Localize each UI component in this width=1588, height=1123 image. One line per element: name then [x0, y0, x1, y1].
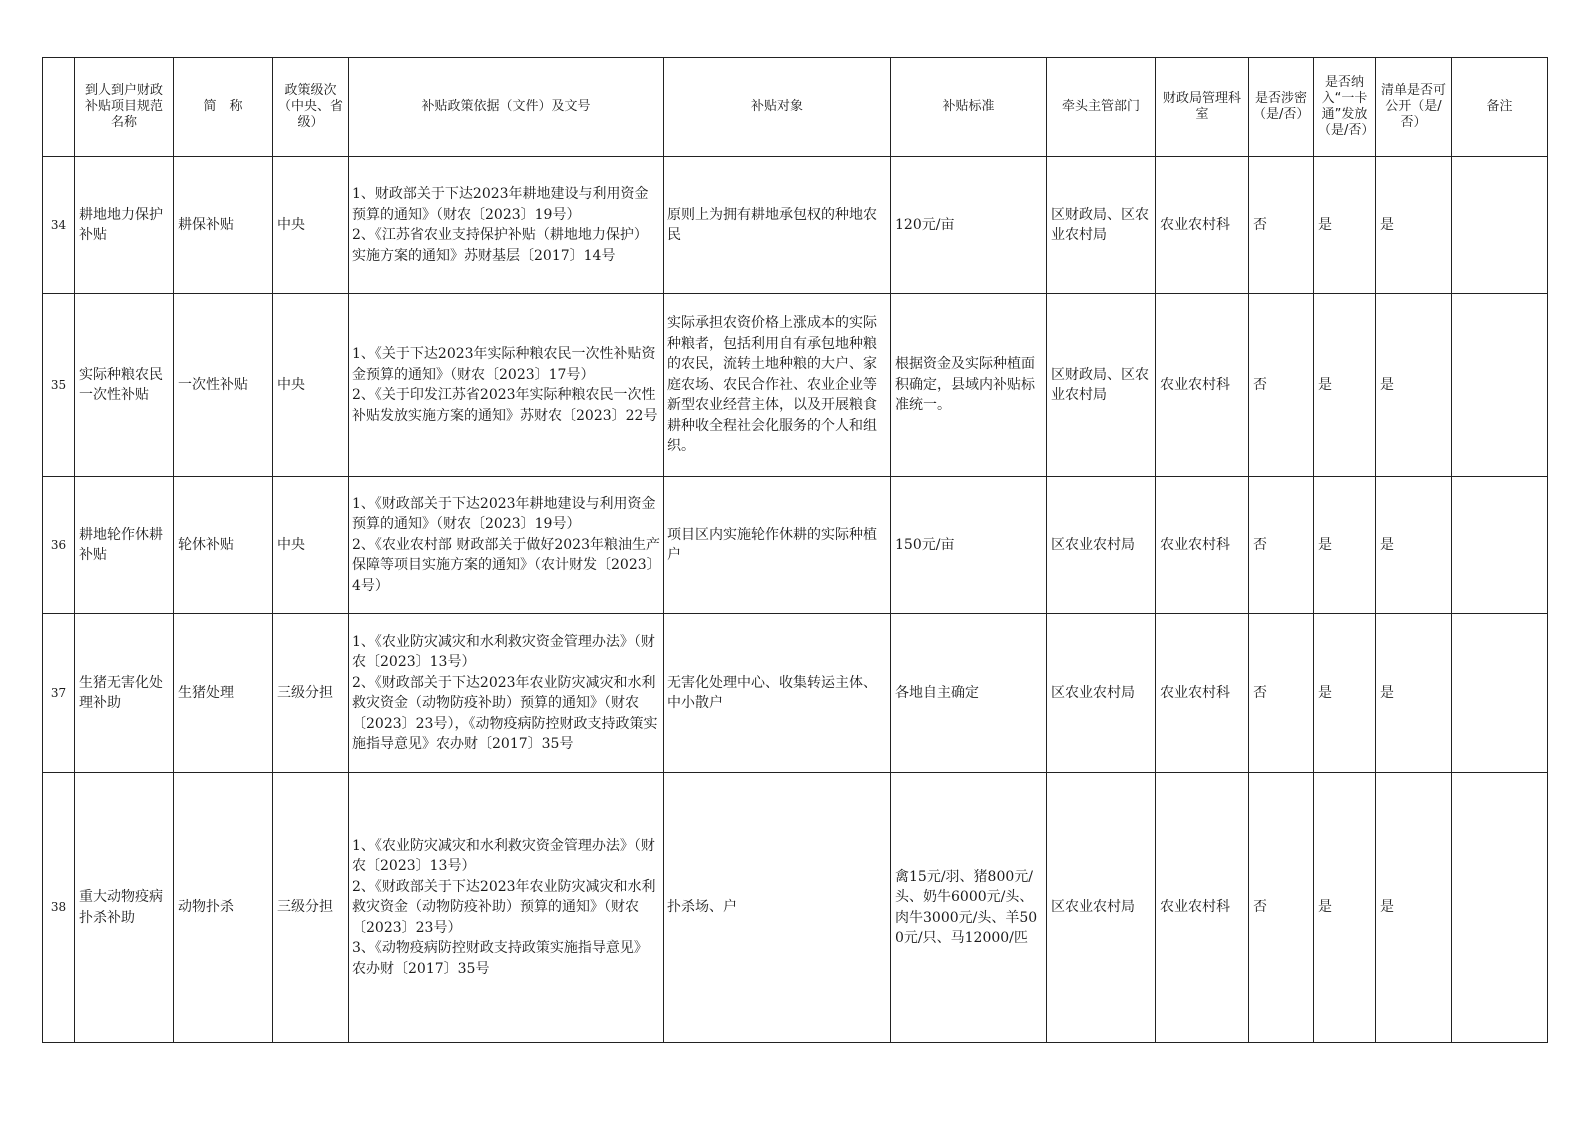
one-card: 是 — [1314, 614, 1376, 773]
policy-level: 中央 — [273, 294, 349, 477]
subsidy-target: 实际承担农资价格上涨成本的实际种粮者，包括利用自有承包地种粮的农民，流转土地种粮的大户、家庭农场、农民合作社、农业企业等新型农业经营主体，以及开展粮食耕种收全程社会化服务的个人和组织。 — [664, 294, 891, 477]
project-name: 耕地轮作休耕补贴 — [75, 477, 174, 614]
table-row — [43, 157, 1548, 294]
is-public: 是 — [1376, 157, 1452, 294]
is-secret: 否 — [1249, 294, 1314, 477]
table-row — [43, 773, 1548, 1043]
row-number: 38 — [43, 773, 75, 1043]
policy-level: 三级分担 — [273, 773, 349, 1043]
is-secret: 否 — [1249, 157, 1314, 294]
is-public: 是 — [1376, 294, 1452, 477]
policy-basis-line: 2、《江苏省农业支持保护补贴（耕地地力保护）实施方案的通知》苏财基层〔2017〕14号 — [352, 227, 648, 264]
short-name: 轮休补贴 — [174, 477, 273, 614]
table-row — [43, 294, 1548, 477]
policy-basis — [349, 477, 664, 614]
policy-basis-line: 3、《动物疫病防控财政支持政策实施指导意见》农办财〔2017〕35号 — [352, 940, 648, 977]
finance-office: 农业农村科 — [1156, 294, 1249, 477]
subsidy-standard: 150元/亩 — [891, 477, 1047, 614]
short-name: 一次性补贴 — [174, 294, 273, 477]
policy-level: 三级分担 — [273, 614, 349, 773]
header-policy-basis: 补贴政策依据（文件）及文号 — [349, 58, 664, 157]
policy-basis — [349, 614, 664, 773]
header-subsidy-standard: 补贴标准 — [891, 58, 1047, 157]
policy-basis — [349, 157, 664, 294]
policy-basis — [349, 294, 664, 477]
policy-basis-line: 1、《财政部关于下达2023年耕地建设与利用资金预算的通知》（财农〔2023〕19号） — [352, 495, 656, 533]
table-row — [43, 614, 1548, 773]
table-row — [43, 477, 1548, 614]
policy-basis-line: 1、《关于下达2023年实际种粮农民一次性补贴资金预算的通知》（财农〔2023〕17号） — [352, 346, 656, 383]
project-name: 重大动物疫病扑杀补助 — [75, 773, 174, 1043]
policy-level: 中央 — [273, 157, 349, 294]
subsidy-target: 扑杀场、户 — [664, 773, 891, 1043]
header-is-public: 清单是否可公开（是/否） — [1376, 58, 1452, 157]
finance-office: 农业农村科 — [1156, 157, 1249, 294]
lead-department: 区农业农村局 — [1047, 773, 1156, 1043]
header-row — [43, 58, 1548, 157]
remark — [1452, 157, 1548, 294]
header-policy-level: 政策级次（中央、省级） — [273, 58, 349, 157]
policy-basis-line: 1、《农业防灾减灾和水利救灾资金管理办法》（财农〔2023〕13号） — [352, 633, 655, 670]
remark — [1452, 294, 1548, 477]
finance-office: 农业农村科 — [1156, 614, 1249, 773]
short-name: 耕保补贴 — [174, 157, 273, 294]
lead-department: 区财政局、区农业农村局 — [1047, 294, 1156, 477]
is-public: 是 — [1376, 614, 1452, 773]
header-index — [43, 58, 75, 157]
header-one-card: 是否纳入“一卡通”发放（是/否） — [1314, 58, 1376, 157]
subsidy-standard: 120元/亩 — [891, 157, 1047, 294]
subsidy-standard: 根据资金及实际种植面积确定，县域内补贴标准统一。 — [891, 294, 1047, 477]
row-number: 36 — [43, 477, 75, 614]
header-lead-department: 牵头主管部门 — [1047, 58, 1156, 157]
policy-basis — [349, 773, 664, 1043]
policy-level: 中央 — [273, 477, 349, 614]
one-card: 是 — [1314, 294, 1376, 477]
one-card: 是 — [1314, 157, 1376, 294]
remark — [1452, 477, 1548, 614]
is-secret: 否 — [1249, 614, 1314, 773]
short-name: 生猪处理 — [174, 614, 273, 773]
lead-department: 区财政局、区农业农村局 — [1047, 157, 1156, 294]
subsidy-table — [42, 57, 1548, 1043]
is-public: 是 — [1376, 773, 1452, 1043]
header-short-name: 简 称 — [174, 58, 273, 157]
finance-office: 农业农村科 — [1156, 477, 1249, 614]
header-project-name: 到人到户财政补贴项目规范名称 — [75, 58, 174, 157]
header-is-secret: 是否涉密（是/否） — [1249, 58, 1314, 157]
is-secret: 否 — [1249, 773, 1314, 1043]
project-name: 生猪无害化处理补助 — [75, 614, 174, 773]
finance-office: 农业农村科 — [1156, 773, 1249, 1043]
policy-basis-line: 2、《财政部关于下达2023年农业防灾减灾和水利救灾资金（动物防疫补助）预算的通知》（财农〔2023〕23号），《动物疫病防控财政支持政策实施指导意见》农办财〔2017〕35号 — [352, 674, 658, 752]
policy-basis-line: 2、《农业农村部 财政部关于做好2023年粮油生产保障等项目实施方案的通知》（农计财发〔2023〕4号） — [352, 536, 660, 594]
subsidy-target: 无害化处理中心、收集转运主体、中小散户 — [664, 614, 891, 773]
subsidy-standard: 禽15元/羽、猪800元/头、奶牛6000元/头、肉牛3000元/头、羊500元/只、马12000/匹 — [891, 773, 1047, 1043]
row-number: 35 — [43, 294, 75, 477]
subsidy-standard: 各地自主确定 — [891, 614, 1047, 773]
remark — [1452, 614, 1548, 773]
project-name: 实际种粮农民一次性补贴 — [75, 294, 174, 477]
is-secret: 否 — [1249, 477, 1314, 614]
row-number: 34 — [43, 157, 75, 294]
project-name: 耕地地力保护补贴 — [75, 157, 174, 294]
row-number: 37 — [43, 614, 75, 773]
policy-basis-line: 2、《财政部关于下达2023年农业防灾减灾和水利救灾资金（动物防疫补助）预算的通知》（财农〔2023〕23号） — [352, 878, 656, 936]
one-card: 是 — [1314, 773, 1376, 1043]
one-card: 是 — [1314, 477, 1376, 614]
remark — [1452, 773, 1548, 1043]
lead-department: 区农业农村局 — [1047, 477, 1156, 614]
subsidy-target: 项目区内实施轮作休耕的实际种植户 — [664, 477, 891, 614]
header-remark: 备注 — [1452, 58, 1548, 157]
header-finance-office: 财政局管理科室 — [1156, 58, 1249, 157]
lead-department: 区农业农村局 — [1047, 614, 1156, 773]
policy-basis-line: 2、《关于印发江苏省2023年实际种粮农民一次性补贴发放实施方案的通知》苏财农〔2023〕22号 — [352, 387, 658, 424]
policy-basis-line: 1、《农业防灾减灾和水利救灾资金管理办法》（财农〔2023〕13号） — [352, 837, 655, 875]
subsidy-target: 原则上为拥有耕地承包权的种地农民 — [664, 157, 891, 294]
is-public: 是 — [1376, 477, 1452, 614]
policy-basis-line: 1、财政部关于下达2023年耕地建设与利用资金预算的通知》（财农〔2023〕19号） — [352, 186, 649, 223]
header-subsidy-target: 补贴对象 — [664, 58, 891, 157]
short-name: 动物扑杀 — [174, 773, 273, 1043]
document-page — [42, 57, 1548, 1043]
